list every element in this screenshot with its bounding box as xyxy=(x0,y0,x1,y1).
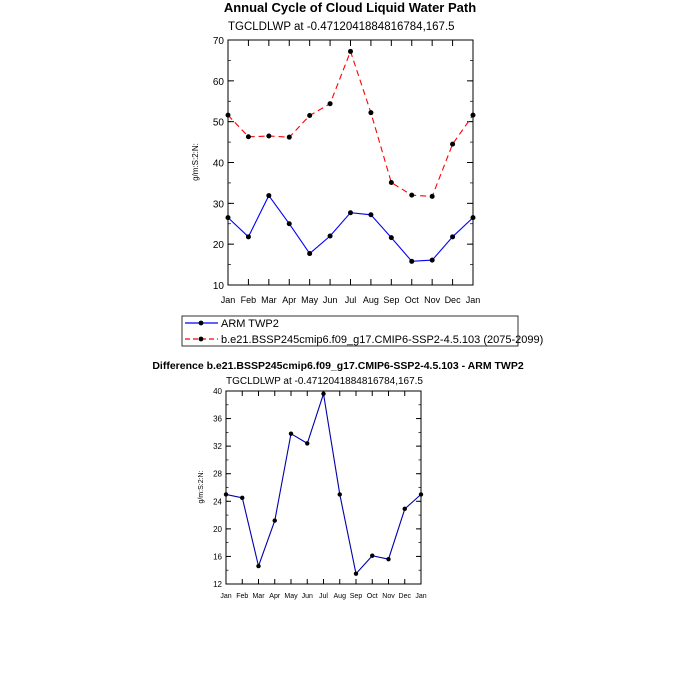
data-point xyxy=(368,110,373,115)
x-tick-label: Aug xyxy=(333,593,346,600)
series-line-1 xyxy=(228,51,473,196)
data-point xyxy=(240,496,244,500)
data-point xyxy=(226,113,231,118)
chart1-x-axis xyxy=(221,40,481,305)
chart1-plot-frame xyxy=(228,40,473,285)
data-point xyxy=(370,554,374,558)
data-point xyxy=(386,557,390,561)
data-point xyxy=(266,133,271,138)
x-tick-label: Jun xyxy=(301,593,313,600)
x-tick-label: Jun xyxy=(322,295,338,305)
data-point xyxy=(289,432,293,436)
chart1-y-axis-label: g/m:S:2:N: xyxy=(191,143,200,181)
legend-marker-arm xyxy=(199,321,204,326)
data-point xyxy=(409,259,414,264)
chart1-series-group xyxy=(226,49,476,264)
x-tick-label: Jan xyxy=(465,295,481,305)
x-tick-label: Dec xyxy=(444,295,461,305)
chart-difference xyxy=(152,360,524,600)
y-tick-label: 10 xyxy=(212,281,224,292)
y-tick-label: 50 xyxy=(212,117,224,129)
data-point xyxy=(256,564,260,568)
data-point xyxy=(354,571,358,575)
x-tick-label: May xyxy=(301,295,319,305)
x-tick-label: Jan xyxy=(220,593,232,600)
x-tick-label: Nov xyxy=(382,593,395,600)
x-tick-label: Jul xyxy=(344,295,357,305)
data-point xyxy=(321,392,325,396)
y-tick-label: 70 xyxy=(212,36,224,47)
data-point xyxy=(273,518,277,522)
chart1-subtitle: TGCLDLWP at -0.4712041884816784,167.5 xyxy=(228,21,455,33)
chart2-plot-frame xyxy=(226,391,421,584)
x-tick-label: Mar xyxy=(261,295,277,305)
x-tick-label: Aug xyxy=(362,295,379,305)
chart1-title: Annual Cycle of Cloud Liquid Water Path xyxy=(223,0,477,15)
data-point xyxy=(348,49,353,54)
x-tick-label: Sep xyxy=(349,593,363,600)
data-point xyxy=(430,258,435,263)
data-point xyxy=(246,134,251,139)
x-tick-label: Jan xyxy=(415,593,427,600)
x-tick-label: Nov xyxy=(424,295,441,305)
y-tick-label: 16 xyxy=(213,552,222,562)
data-point xyxy=(403,507,407,511)
chart2-series-group xyxy=(224,392,423,576)
y-tick-label: 30 xyxy=(212,199,224,211)
x-tick-label: Jul xyxy=(319,593,328,600)
data-point xyxy=(328,101,333,106)
y-tick-label: 24 xyxy=(213,497,222,507)
data-point xyxy=(328,234,333,239)
data-point xyxy=(450,234,455,239)
data-point xyxy=(368,212,373,217)
chart1-legend xyxy=(182,316,543,346)
x-tick-label: Oct xyxy=(404,295,419,305)
x-tick-label: Feb xyxy=(236,593,249,600)
y-tick-label: 28 xyxy=(213,469,222,479)
y-tick-label: 20 xyxy=(212,240,224,252)
y-tick-label: 20 xyxy=(213,524,222,534)
chart2-x-axis xyxy=(220,391,426,600)
data-point xyxy=(389,180,394,185)
x-tick-label: Oct xyxy=(366,593,378,600)
data-point xyxy=(246,234,251,239)
chart1-y-axis xyxy=(213,36,473,292)
x-tick-label: Apr xyxy=(269,593,281,600)
chart2-subtitle: TGCLDLWP at -0.4712041884816784,167.5 xyxy=(226,376,423,387)
data-point xyxy=(450,142,455,147)
y-tick-label: 60 xyxy=(212,76,224,88)
data-point xyxy=(287,135,292,140)
data-point xyxy=(471,215,476,220)
series-line-0 xyxy=(228,196,473,262)
x-tick-label: Apr xyxy=(282,295,297,305)
data-point xyxy=(226,215,231,220)
x-tick-label: Mar xyxy=(252,593,265,600)
data-point xyxy=(307,251,312,256)
legend-marker-model xyxy=(199,337,204,342)
y-tick-label: 32 xyxy=(213,442,222,452)
data-point xyxy=(348,210,353,215)
data-point xyxy=(389,235,394,240)
chart2-title: Difference b.e21.BSSP245cmip6.f09_g17.CMIP6-SSP2-4.5.103 - ARM TWP2 xyxy=(152,360,524,372)
x-tick-label: Jan xyxy=(220,295,236,305)
data-point xyxy=(338,492,342,496)
data-point xyxy=(430,194,435,199)
x-tick-label: Sep xyxy=(383,295,400,305)
data-point xyxy=(224,492,228,496)
data-point xyxy=(409,193,414,198)
data-point xyxy=(266,193,271,198)
y-tick-label: 40 xyxy=(212,158,224,170)
data-point xyxy=(305,441,309,445)
data-point xyxy=(471,113,476,118)
data-point xyxy=(307,113,312,118)
data-point xyxy=(287,221,292,226)
y-tick-label: 36 xyxy=(213,414,222,424)
data-point xyxy=(419,492,423,496)
x-tick-label: Dec xyxy=(398,593,411,600)
y-tick-label: 12 xyxy=(213,580,222,589)
legend-label-arm: ARM TWP2 xyxy=(221,318,279,330)
chart2-y-axis-label: g/m:S:2:N: xyxy=(198,470,205,504)
x-tick-label: May xyxy=(284,593,298,600)
legend-label-model: b.e21.BSSP245cmip6.f09_g17.CMIP6-SSP2-4.5.103 (2075-2099) xyxy=(221,334,544,346)
chart-annual-cycle xyxy=(191,0,480,305)
x-tick-label: Feb xyxy=(240,295,257,305)
y-tick-label: 40 xyxy=(213,387,222,396)
series-line-0 xyxy=(226,394,421,574)
